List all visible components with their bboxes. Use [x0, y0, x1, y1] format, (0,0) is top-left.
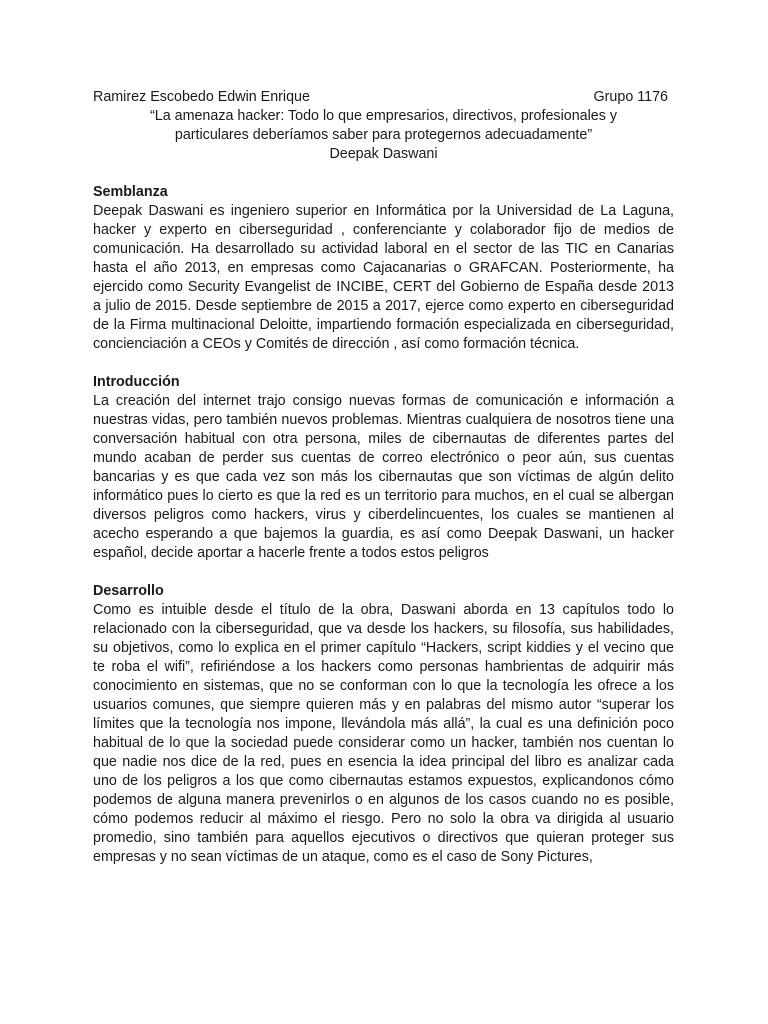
book-author: Deepak Daswani: [329, 146, 438, 162]
book-title-line-2: particulares deberíamos saber para protegernos adecuadamente”: [174, 127, 593, 143]
introduccion-heading: Introducción: [93, 374, 180, 390]
semblanza-text: Deepak Daswani es ingeniero superior en Informática por la Universidad de La Laguna, hacker y experto en ciberseguridad , conferenciante y colaborador fijo de medios de comunicación. Ha desarrollado su actividad laboral en el sector de las TIC en Canarias hasta el año 2013, en empresas como Cajacanarias o GRAFCAN. Posteriormente, ha ejercido como Security Evangelist de INCIBE, CERT del Gobierno de España desde 2013 a julio de 2015. Desde septiembre de 2015 a 2017, ejerce como experto en ciberseguridad de la Firma multinacional Deloitte, impartiendo formación especializada en ciberseguridad, concienciación a CEOs y Comités de dirección , así como formación técnica.: [93, 203, 674, 352]
desarrollo-text: Como es intuible desde el título de la obra, Daswani aborda en 13 capítulos todo lo relacionado con la ciberseguridad, que va desde los hackers, su filosofía, sus habilidades, su objetivos, como lo explica en el primer capítulo “Hackers, script kiddies y el vecino que te roba el wifi”, refiriéndose a los hackers como personas hambrientas de adquirir más conocimiento en sistemas, que no se conforman con lo que la tecnología les ofrece a los usuarios comunes, que siempre quieren más y en palabras del mismo autor “superar los límites que la tecnología nos impone, llevándola más allá”, la cual es una definición poco habitual de lo que la sociedad puede considerar como un hacker, también nos cuentan lo que nadie nos dice de la red, pues en esencia la idea principal del libro es analizar cada uno de los peligros a los que como cibernautas estamos expuestos, explicandonos cómo podemos de alguna manera prevenirlos o en algunos de los casos cuando no es posible, cómo podemos reducir al máximo el riesgo. Pero no solo la obra va dirigida al usuario promedio, sino también para aquellos ejecutivos o directivos que quieran proteger sus empresas y no sean víctimas de un ataque, como es el caso de Sony Pictures,: [93, 602, 674, 865]
book-title-line-1: “La amenaza hacker: Todo lo que empresarios, directivos, profesionales y: [149, 108, 617, 124]
group-label: Grupo 1176: [593, 89, 668, 105]
header-row: [93, 88, 674, 107]
desarrollo-heading: Desarrollo: [93, 583, 164, 599]
introduccion-text: La creación del internet trajo consigo nuevas formas de comunicación e información a nuestras vidas, pero también nuevos problemas. Mientras cualquiera de nosotros tiene una conversación habitual con otra persona, miles de cibernautas de diferentes partes del mundo acaban de perder sus cuentas de correo electrónico o peor aún, sus cuentas bancarias y es que cada vez son más los cibernautas que son víctimas de algún delito informático pues lo cierto es que la red es un territorio para muchos, en el cual se albergan diversos peligros como hackers, virus y ciberdelincuentes, los cuales se mantienen al acecho esperando a que bajemos la guardia, es así como Deepak Daswani, un hacker español, decide aportar a hacerle frente a todos estos peligros: [93, 393, 674, 561]
student-name: Ramirez Escobedo Edwin Enrique: [93, 89, 310, 105]
semblanza-heading: Semblanza: [93, 184, 168, 200]
